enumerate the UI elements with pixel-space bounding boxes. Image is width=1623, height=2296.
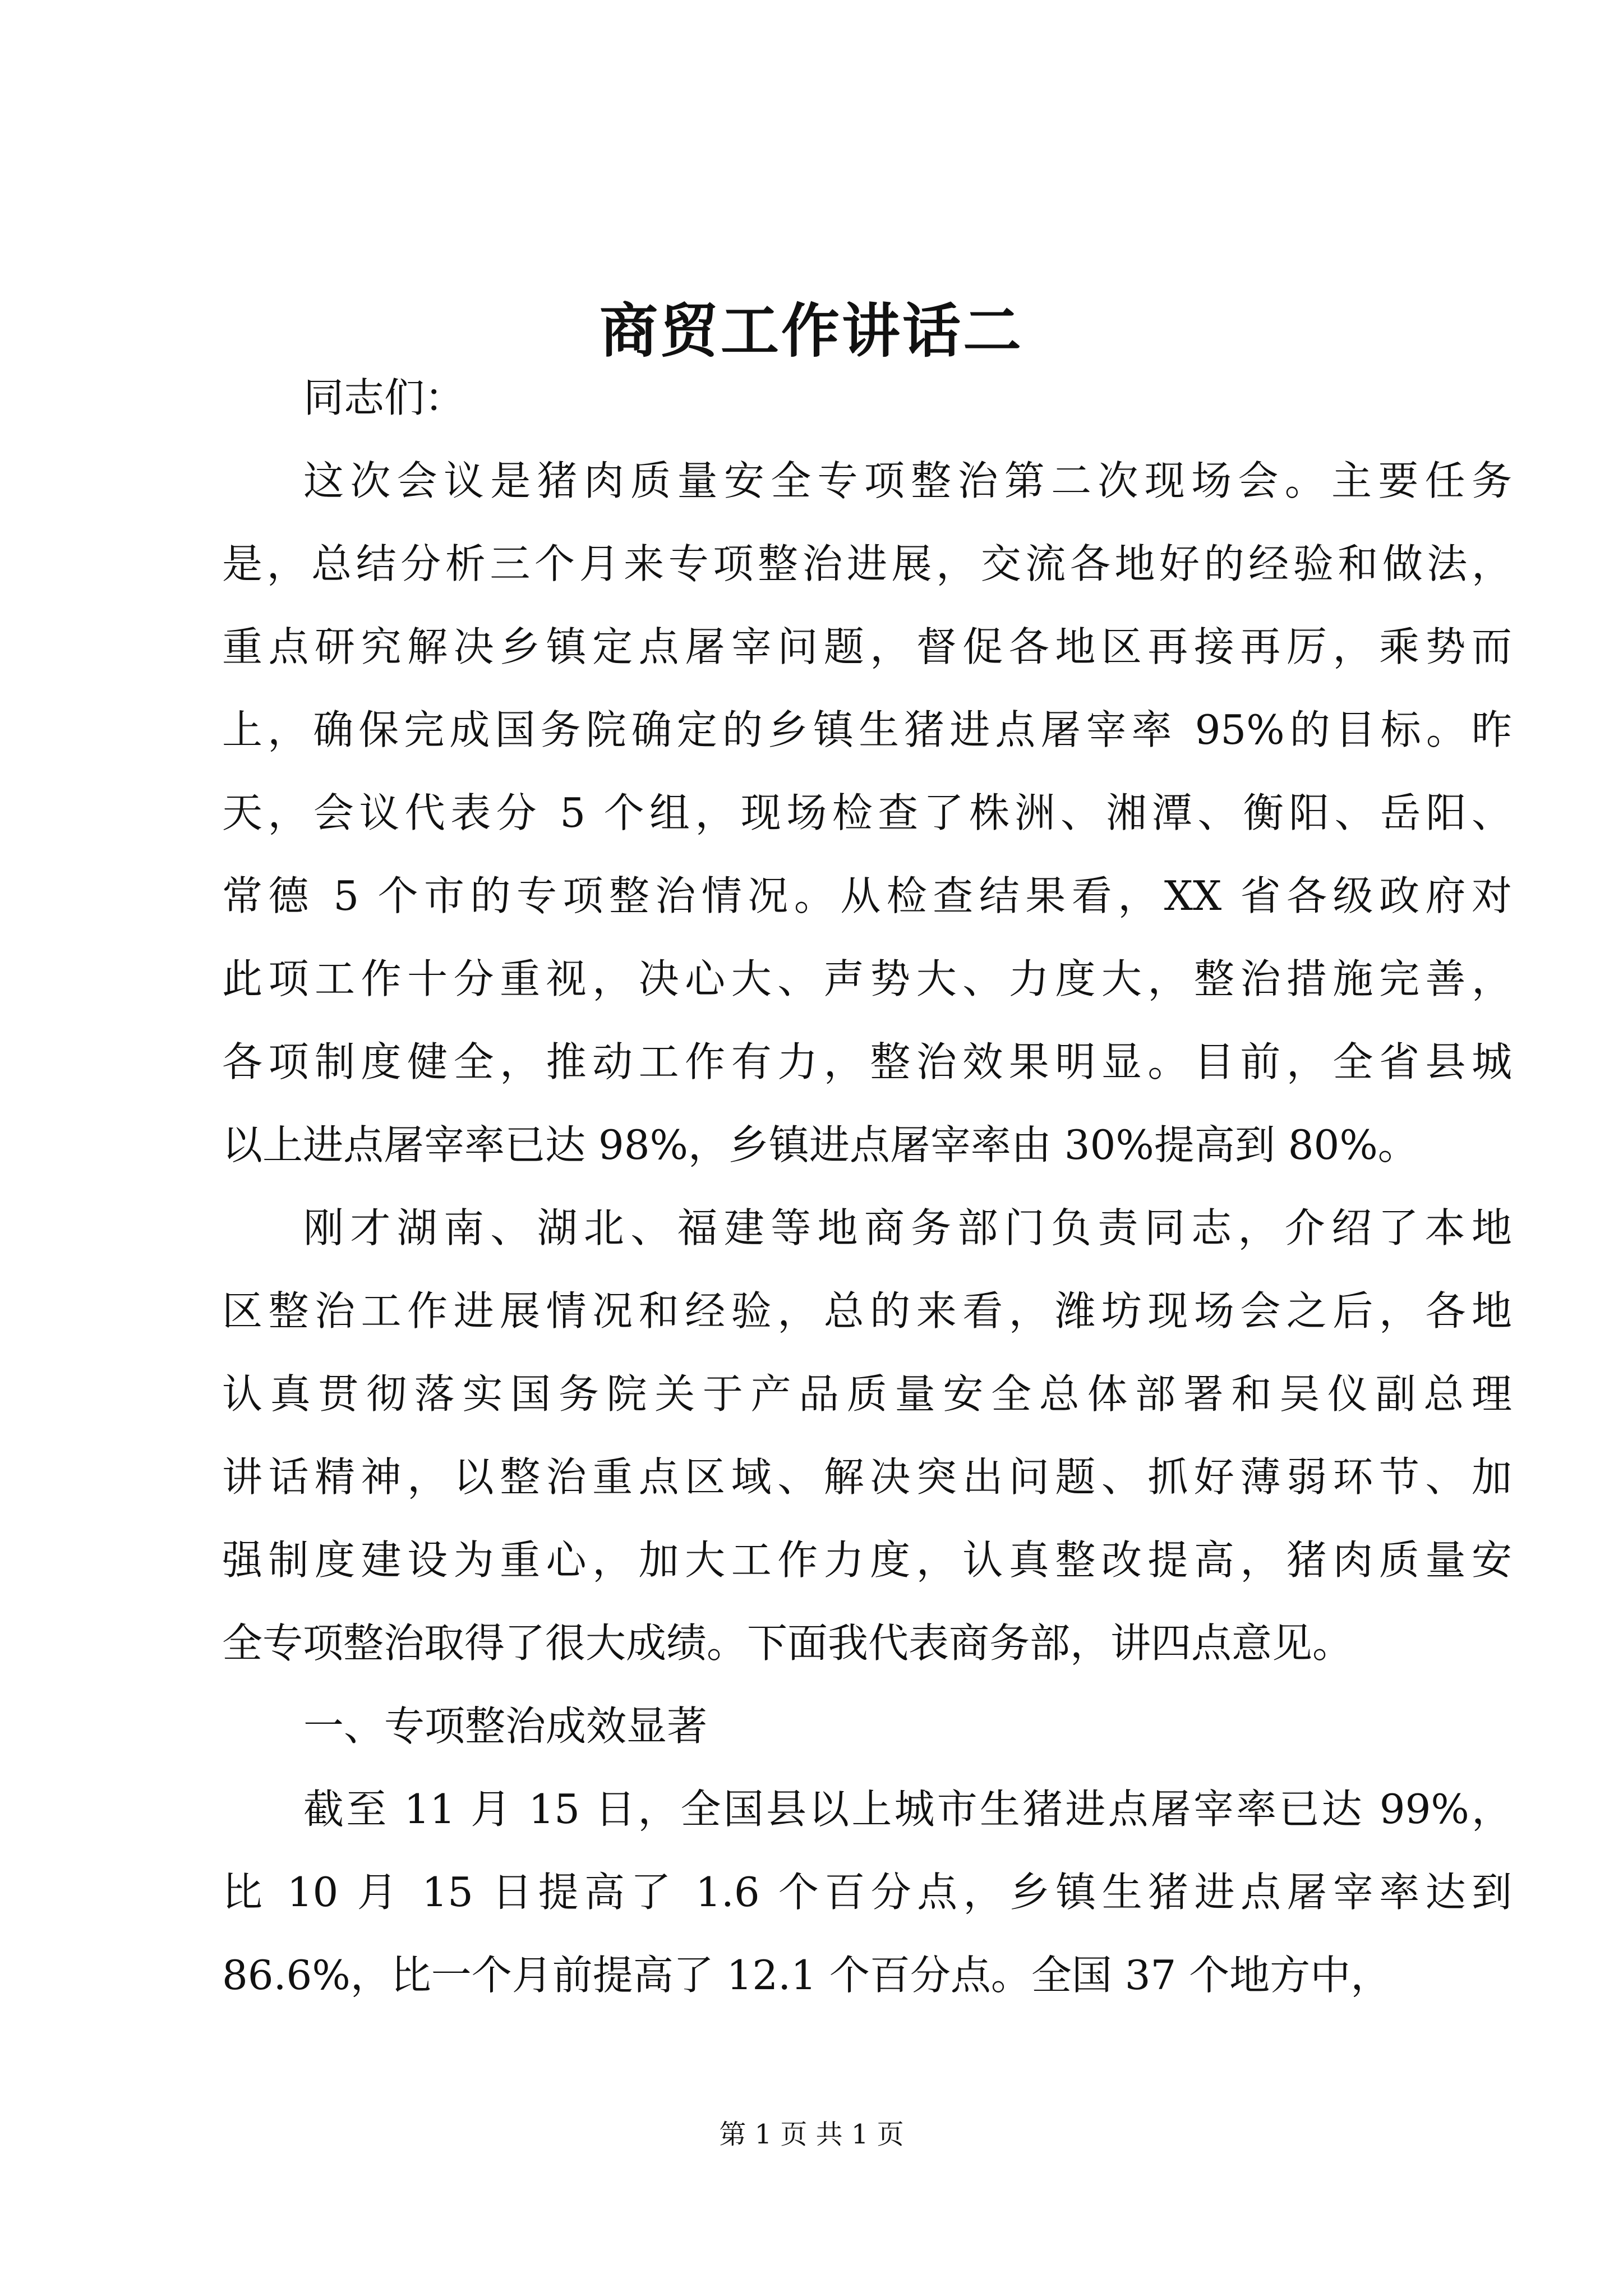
document-body xyxy=(222,356,1512,2017)
paragraph-line: 刚才湖南、湖北、福建等地商务部门负责同志，介绍了本地 xyxy=(303,1204,1512,1251)
paragraph-line: 认真贯彻落实国务院关于产品质量安全总体部署和吴仪副总理 xyxy=(222,1370,1512,1418)
page-footer: 第 1 页 共 1 页 xyxy=(719,2119,904,2150)
section-heading: 一、专项整治成效显著 xyxy=(303,1703,708,1750)
paragraph-line: 比 10 月 15 日提高了 1.6 个百分点，乡镇生猪进点屠宰率达到 xyxy=(222,1869,1512,1916)
paragraph-line: 讲话精神，以整治重点区域、解决突出问题、抓好薄弱环节、加 xyxy=(222,1453,1512,1501)
paragraph-line: 全专项整治取得了很大成绩。下面我代表商务部，讲四点意见。 xyxy=(222,1619,1353,1667)
paragraph-line: 86.6%，比一个月前提高了 12.1 个百分点。全国 37 个地方中， xyxy=(222,1952,1391,1999)
paragraph-line: 重点研究解决乡镇定点屠宰问题，督促各地区再接再厉，乘势而 xyxy=(222,623,1512,670)
paragraph-line: 区整治工作进展情况和经验，总的来看，潍坊现场会之后，各地 xyxy=(222,1287,1512,1335)
paragraph-line: 此项工作十分重视，决心大、声势大、力度大，整治措施完善， xyxy=(222,955,1512,1002)
paragraph-line: 强制度建设为重心，加大工作力度，认真整改提高，猪肉质量安 xyxy=(222,1536,1512,1584)
salutation: 同志们： xyxy=(303,374,465,421)
document-title: 商贸工作讲话二 xyxy=(599,296,1023,365)
paragraph-line: 截至 11 月 15 日，全国县以上城市生猪进点屠宰率已达 99%， xyxy=(303,1786,1512,1833)
paragraph-line: 常德 5 个市的专项整治情况。从检查结果看，XX 省各级政府对 xyxy=(222,872,1512,919)
paragraph-line: 各项制度健全，推动工作有力，整治效果明显。目前，全省县城 xyxy=(222,1038,1512,1085)
paragraph-line: 天，会议代表分 5 个组，现场检查了株洲、湘潭、衡阳、岳阳、 xyxy=(222,789,1512,836)
paragraph-line: 上，确保完成国务院确定的乡镇生猪进点屠宰率 95%的目标。昨 xyxy=(222,706,1512,753)
paragraph-line: 以上进点屠宰率已达 98%，乡镇进点屠宰率由 30%提高到 80%。 xyxy=(222,1121,1418,1168)
paragraph-line: 是，总结分析三个月来专项整治进展，交流各地好的经验和做法， xyxy=(222,540,1512,587)
paragraph-line: 这次会议是猪肉质量安全专项整治第二次现场会。主要任务 xyxy=(303,457,1512,504)
